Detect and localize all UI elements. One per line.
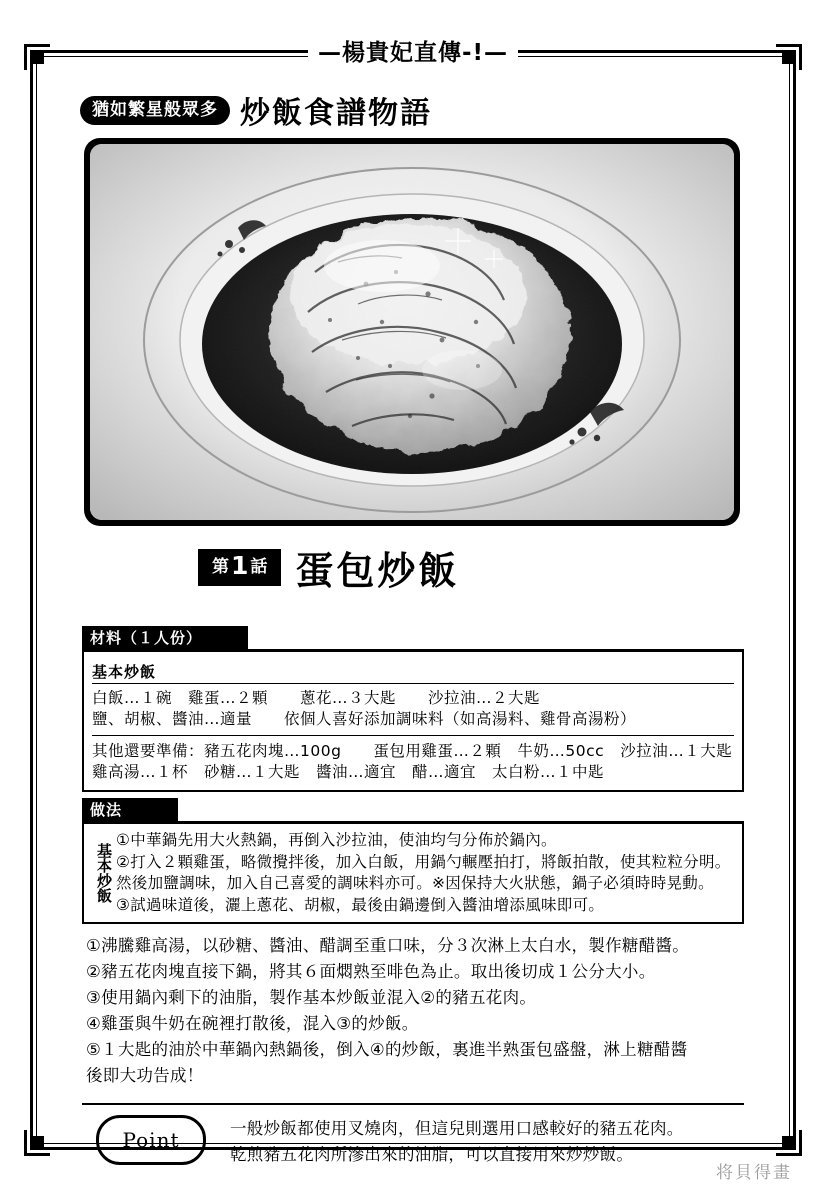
banner-dash-right: — <box>484 40 509 66</box>
point-line: 乾煎豬五花肉所滲出來的油脂，可以直接用來炒炒飯。 <box>230 1145 634 1164</box>
episode-title: 蛋包炒飯 <box>295 548 460 593</box>
point-section <box>82 1115 744 1168</box>
ingredients-box <box>82 652 744 792</box>
ingredient-line: 鹽、胡椒、醬油…適量 依個人喜好添加調味料（如高湯料、雞骨高湯粉） <box>92 710 637 728</box>
episode-banner <box>198 538 598 596</box>
page-title: 炒飯食譜物語 <box>240 96 432 131</box>
method-line: ③試過味道後，灑上蔥花、胡椒，最後由鍋邊倒入醬油增添風味即可。 <box>116 895 605 914</box>
corner-ornament-bottom-left <box>24 1116 64 1156</box>
method-heading: 做法 <box>82 798 178 824</box>
ingredients-hairline <box>92 683 734 684</box>
top-banner-text <box>308 38 518 68</box>
episode-prefix: 第 <box>212 556 229 577</box>
point-badge: Point <box>96 1115 206 1165</box>
dish-photo-panel <box>84 138 740 526</box>
method-line: 然後加鹽調味，加入自己喜愛的調味料亦可。※因保持大火狀態，鍋子必須時時晃動。 <box>116 874 714 892</box>
ingredient-line: 其他還要準備：豬五花肉塊…100g 蛋包用雞蛋…２顆 牛奶…50cc 沙拉油…１大匙 <box>92 742 733 760</box>
step-line: ③使用鍋內剩下的油脂，製作基本炒飯並混入②的豬五花肉。 <box>86 988 537 1007</box>
point-line: 一般炒飯都使用叉燒肉，但這兒則選用口感較好的豬五花肉。 <box>230 1119 684 1138</box>
recipe-steps <box>82 933 744 1089</box>
banner-title: 楊貴妃直傳-! <box>341 40 485 66</box>
basic-fried-rice-label-wrap <box>92 662 734 681</box>
basic-method-lines <box>116 824 742 922</box>
dish-photo-illustration <box>90 144 734 520</box>
point-divider <box>82 1103 744 1105</box>
method-line: ①中華鍋先用大火熱鍋，再倒入沙拉油，使油均勻分佈於鍋內。 <box>116 831 557 849</box>
top-banner <box>0 38 826 68</box>
step-line: ④雞蛋與牛奶在碗裡打散後，混入③的炒飯。 <box>86 1014 419 1033</box>
step-line: ①沸騰雞高湯，以砂糖、醬油、醋調至重口味，分３次淋上太白水，製作糖醋醬。 <box>86 936 690 955</box>
step-line: ⑤１大匙的油於中華鍋內熱鍋後，倒入④的炒飯，裏進半熟蛋包盛盤，淋上糖醋醬 <box>86 1040 688 1059</box>
basic-fried-rice-label: 基本炒飯 <box>92 663 162 681</box>
series-title-row <box>80 90 760 130</box>
method-heading-row <box>82 798 744 824</box>
banner-dash-left: — <box>317 40 342 66</box>
episode-number: 1 <box>231 550 249 580</box>
ingredient-line: 雞高湯…１杯 砂糖…１大匙 醬油…適宜 醋…適宜 太白粉…１中匙 <box>92 763 605 781</box>
point-text <box>230 1115 684 1168</box>
ingredients-heading-rule <box>248 626 744 652</box>
recipe-content <box>82 626 744 1168</box>
ingredients-divider <box>92 735 734 736</box>
step-line: ②豬五花肉塊直接下鍋，將其６面燜熟至啡色為止。取出後切成１公分大小。 <box>86 962 656 981</box>
method-line: ②打入２顆雞蛋，略微攪拌後，加入白飯，用鍋勺輾壓拍打，將飯拍散，使其粒粒分明。 <box>116 852 731 871</box>
method-heading-rule <box>178 798 744 824</box>
corner-ornament-bottom-right <box>762 1116 802 1156</box>
ingredients-heading-row <box>82 626 744 652</box>
basic-method-box <box>82 824 744 924</box>
subtitle-pill: 猶如繁星般眾多 <box>80 96 230 125</box>
ingredients-heading: 材料（１人份） <box>82 626 248 652</box>
episode-suffix: 話 <box>250 556 268 577</box>
basic-method-vertical-label: 基本炒飯 <box>95 843 113 903</box>
watermark: 将貝得畫 <box>716 1163 792 1183</box>
dish-photo <box>90 144 734 520</box>
ingredient-line: 白飯…１碗 雞蛋…２顆 蔥花…３大匙 沙拉油…２大匙 <box>92 689 541 707</box>
step-line: 後即大功告成！ <box>86 1066 204 1085</box>
episode-tag <box>198 549 281 586</box>
